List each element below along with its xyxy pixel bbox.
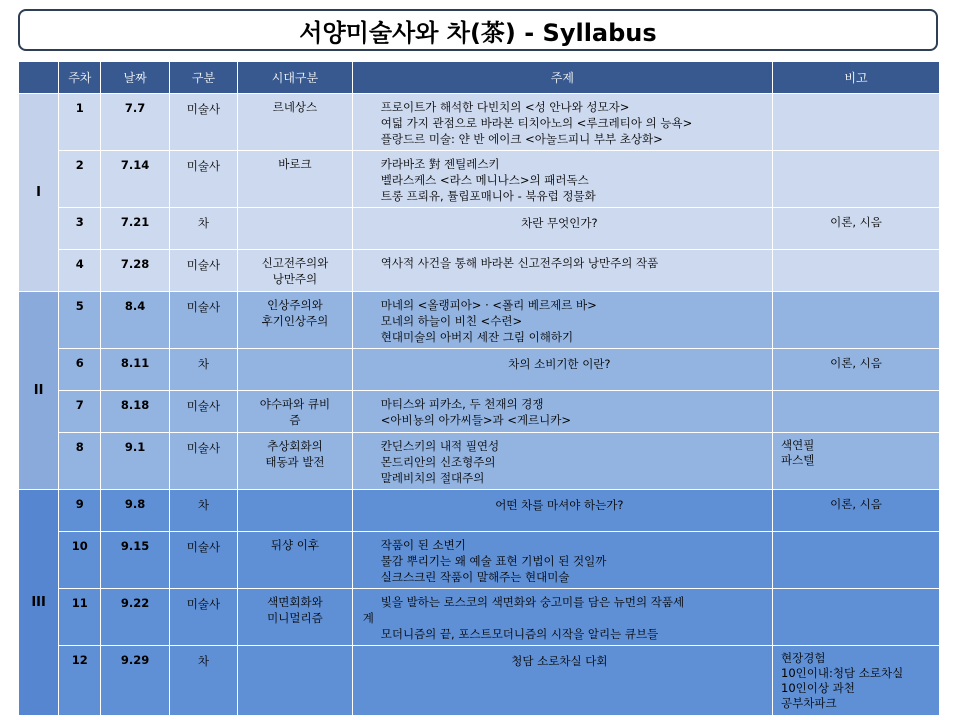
notes-cell [773, 349, 940, 391]
type-cell: 미술사 [169, 94, 237, 151]
header-date: 날짜 [101, 62, 169, 94]
topic-cell [352, 208, 772, 250]
topic-line: 모더니즘의 끝, 포스트모더니즘의 시작을 알리는 큐브들 [380, 627, 659, 641]
type-cell: 미술사 [169, 292, 237, 349]
era-cell: 뒤샹 이후 [238, 532, 353, 589]
header-week: 주차 [59, 62, 101, 94]
page-title: 서양미술사와 차(茶) - Syllabus [299, 18, 657, 47]
type-cell: 차 [169, 208, 237, 250]
era-cell: 바로크 [238, 151, 353, 208]
note-line: 이론, 시음 [830, 497, 882, 511]
era-cell: 야수파와 큐비 즘 [238, 391, 353, 433]
era-cell [238, 646, 353, 716]
week-cell: 3 [59, 208, 101, 250]
topic-line: 벨라스케스 <라스 메니나스>의 패러독스 [380, 173, 589, 187]
table-row [19, 349, 940, 391]
week-cell: 12 [59, 646, 101, 716]
notes-cell [773, 94, 940, 151]
type-cell: 미술사 [169, 433, 237, 490]
topic-cell [352, 292, 772, 349]
header-notes: 비고 [773, 62, 940, 94]
week-cell: 4 [59, 250, 101, 292]
topic-cell [352, 433, 772, 490]
topic-line: 빛을 발하는 로스코의 색면화와 숭고미를 담은 뉴먼의 작품세 [380, 595, 685, 609]
era-cell: 르네상스 [238, 94, 353, 151]
era-cell: 추상회화의 태동과 발전 [238, 433, 353, 490]
topic-line: 카라바조 對 젠틸레스키 [380, 157, 500, 171]
topic-cell [352, 532, 772, 589]
header-section [19, 62, 59, 94]
topic-cell [352, 646, 772, 716]
week-cell: 8 [59, 433, 101, 490]
notes-cell [773, 250, 940, 292]
notes-cell [773, 532, 940, 589]
topic-cell [352, 349, 772, 391]
type-cell: 미술사 [169, 391, 237, 433]
topic-line: 플랑드르 미술: 얀 반 에이크 <아놀드피니 부부 초상화> [380, 132, 663, 146]
topic-line: 어떤 차를 마셔야 하는가? [495, 498, 624, 512]
table-row [19, 490, 940, 532]
header-type: 구분 [169, 62, 237, 94]
topic-cell [352, 589, 772, 646]
topic-cell [352, 490, 772, 532]
notes-cell [773, 646, 940, 716]
table-row [19, 433, 940, 490]
notes-cell [773, 292, 940, 349]
type-cell: 미술사 [169, 589, 237, 646]
note-line: 공부차파크 [781, 696, 837, 710]
topic-cell [352, 391, 772, 433]
topic-cell [352, 250, 772, 292]
type-cell: 미술사 [169, 250, 237, 292]
header-row [19, 62, 940, 94]
date-cell: 8.4 [101, 292, 169, 349]
syllabus-table [18, 61, 940, 716]
topic-line: 계 [362, 611, 374, 625]
week-cell: 2 [59, 151, 101, 208]
date-cell: 9.1 [101, 433, 169, 490]
topic-line: 차란 무엇인가? [521, 216, 598, 230]
date-cell: 7.21 [101, 208, 169, 250]
topic-line: 여덟 가지 관점으로 바라본 티치아노의 <루크레티아 의 능욕> [380, 116, 693, 130]
week-cell: 10 [59, 532, 101, 589]
type-cell: 차 [169, 646, 237, 716]
topic-line: 말레비치의 절대주의 [380, 471, 485, 485]
date-cell: 9.22 [101, 589, 169, 646]
week-cell: 5 [59, 292, 101, 349]
table-row [19, 646, 940, 716]
date-cell: 7.7 [101, 94, 169, 151]
topic-line: 차의 소비기한 이란? [508, 357, 611, 371]
notes-cell [773, 433, 940, 490]
table-row [19, 292, 940, 349]
era-cell [238, 349, 353, 391]
type-cell: 차 [169, 490, 237, 532]
note-line: 10인이상 과천 [781, 681, 855, 695]
notes-cell [773, 151, 940, 208]
topic-line: 작품이 된 소변기 [380, 538, 466, 552]
date-cell: 8.11 [101, 349, 169, 391]
era-cell [238, 490, 353, 532]
week-cell: 7 [59, 391, 101, 433]
topic-line: 물감 뿌리기는 왜 예술 표현 기법이 된 것일까 [380, 554, 607, 568]
era-cell: 인상주의와 후기인상주의 [238, 292, 353, 349]
topic-cell [352, 94, 772, 151]
notes-cell [773, 589, 940, 646]
date-cell: 9.29 [101, 646, 169, 716]
topic-line: 프로이트가 해석한 다빈치의 <성 안나와 성모자> [380, 100, 630, 114]
topic-cell [352, 151, 772, 208]
date-cell: 7.14 [101, 151, 169, 208]
note-line: 이론, 시음 [830, 215, 882, 229]
section-label: III [19, 490, 59, 716]
header-era: 시대구분 [238, 62, 353, 94]
notes-cell [773, 208, 940, 250]
table-row [19, 391, 940, 433]
topic-line: 역사적 사건을 통해 바라본 신고전주의와 낭만주의 작품 [380, 256, 659, 270]
date-cell: 9.8 [101, 490, 169, 532]
topic-line: 청담 소로차실 다회 [511, 654, 608, 668]
table-body [19, 94, 940, 716]
topic-line: 몬드리안의 신조형주의 [380, 455, 496, 469]
table-row [19, 532, 940, 589]
header-topic: 주제 [352, 62, 772, 94]
table-row [19, 250, 940, 292]
note-line: 현장경험 [781, 651, 826, 665]
era-cell: 색면회화와 미니멀리즘 [238, 589, 353, 646]
week-cell: 6 [59, 349, 101, 391]
date-cell: 7.28 [101, 250, 169, 292]
type-cell: 미술사 [169, 532, 237, 589]
section-label: I [19, 94, 59, 292]
topic-line: 모네의 하늘이 비친 <수련> [380, 314, 523, 328]
table-row [19, 208, 940, 250]
topic-line: 실크스크린 작품이 말해주는 현대미술 [380, 570, 570, 584]
note-line: 10인이내:청담 소로차실 [781, 666, 904, 680]
topic-line: 마네의 <올랭피아> · <폴리 베르제르 바> [380, 298, 597, 312]
date-cell: 8.18 [101, 391, 169, 433]
note-line: 이론, 시음 [830, 356, 882, 370]
section-label: II [19, 292, 59, 490]
week-cell: 9 [59, 490, 101, 532]
week-cell: 1 [59, 94, 101, 151]
note-line: 색연필 [781, 438, 815, 452]
notes-cell [773, 391, 940, 433]
week-cell: 11 [59, 589, 101, 646]
topic-line: 마티스와 피카소, 두 천재의 경쟁 [380, 397, 544, 411]
era-cell [238, 208, 353, 250]
era-cell: 신고전주의와 낭만주의 [238, 250, 353, 292]
type-cell: 차 [169, 349, 237, 391]
title-box [18, 9, 938, 51]
topic-line: 트롱 프뢰유, 튤립포매니아 - 북유럽 정물화 [380, 189, 596, 203]
note-line: 파스텔 [781, 453, 815, 467]
table-row [19, 94, 940, 151]
topic-line: 칸딘스키의 내적 필연성 [380, 439, 500, 453]
notes-cell [773, 490, 940, 532]
topic-line: 현대미술의 아버지 세잔 그림 이해하기 [380, 330, 574, 344]
type-cell: 미술사 [169, 151, 237, 208]
date-cell: 9.15 [101, 532, 169, 589]
topic-line: <아비뇽의 아가씨들>과 <게르니카> [380, 413, 572, 427]
table-row [19, 151, 940, 208]
table-row [19, 589, 940, 646]
